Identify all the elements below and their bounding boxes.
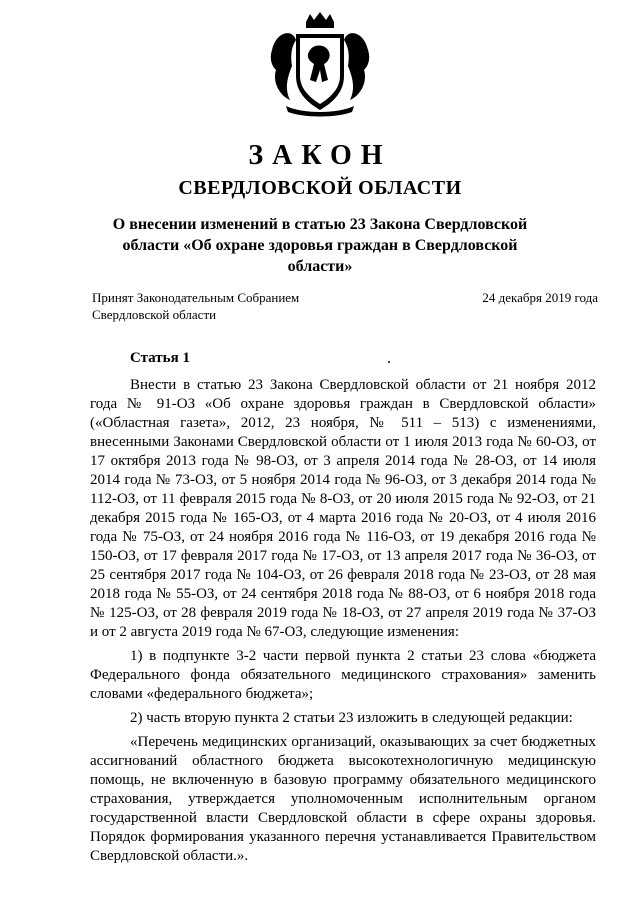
article-paragraph: «Перечень медицинских организаций, оказывающих за счет бюджетных ассигнований областного бюджета высокотехнологичную медицинскую помощь, не включенную в базовую программу обязательного медицинского страхования, утверждается уполномоченным исполнительным органом государственной власти Свердловской области в сфере охраны здоровья. Порядок формирования указанного перечня устанавливается Правительством Свердловской области.». — [90, 734, 596, 864]
law-title: О внесении изменений в статью 23 Закона Свердловской области «Об охране здоровья граждан в Свердловской области» — [112, 216, 528, 275]
adoption-line-2: Свердловской области — [92, 307, 217, 322]
article-heading: Статья 1 — [130, 350, 190, 366]
article-body — [90, 376, 596, 871]
region-heading: СВЕРДЛОВСКОЙ ОБЛАСТИ — [178, 177, 462, 199]
scan-dot — [388, 361, 390, 363]
adoption-date: 24 декабря 2019 года — [482, 290, 598, 305]
adoption-info — [92, 289, 299, 323]
article-paragraph: 1) в подпункте 3-2 части первой пункта 2 статьи 23 слова «бюджета Федерального фонда обязательного медицинского страхования» заменить словами «федерального бюджета»; — [90, 648, 596, 702]
adoption-line-1: Принят Законодательным Собранием — [92, 290, 300, 305]
article-paragraph: Внести в статью 23 Закона Свердловской области от 21 ноября 2012 года № 91-ОЗ «Об охране здоровья граждан в Свердловской области» («Областная газета», 2012, 23 ноября, № 511 – 513) с изменениями, внесенными Законами Свердловской области от 1 июля 2013 года № 60-ОЗ, от 17 октября 2013 года № 98-ОЗ, от 3 апреля 2014 года № 28-ОЗ, от 14 июля 2014 года № 73-ОЗ, от 5 ноября 2014 года № 96-ОЗ, от 3 декабря 2014 года № 112-ОЗ, от 11 февраля 2015 года № 8-ОЗ, от 20 июля 2015 года № 92-ОЗ, от 21 декабря 2015 года № 165-ОЗ, от 4 марта 2016 года № 20-ОЗ, от 4 июля 2016 года № 75-ОЗ, от 24 ноября 2016 года № 116-ОЗ, от 19 декабря 2016 года № 150-ОЗ, от 17 февраля 2017 года № 17-ОЗ, от 13 апреля 2017 года № 36-ОЗ, от 25 сентября 2017 года № 104-ОЗ, от 26 февраля 2018 года № 23-ОЗ, от 28 мая 2018 года № 55-ОЗ, от 24 сентября 2018 года № 88-ОЗ, от 6 ноября 2018 года № 125-ОЗ, от 28 февраля 2019 года № 18-ОЗ, от 27 апреля 2019 года № 37-ОЗ и от 2 августа 2019 года № 67-ОЗ, следующие изменения: — [90, 377, 596, 640]
article-paragraph: 2) часть вторую пункта 2 статьи 23 изложить в следующей редакции: — [130, 710, 573, 726]
law-heading: ЗАКОН — [248, 140, 392, 171]
coat-of-arms-icon — [266, 10, 374, 118]
